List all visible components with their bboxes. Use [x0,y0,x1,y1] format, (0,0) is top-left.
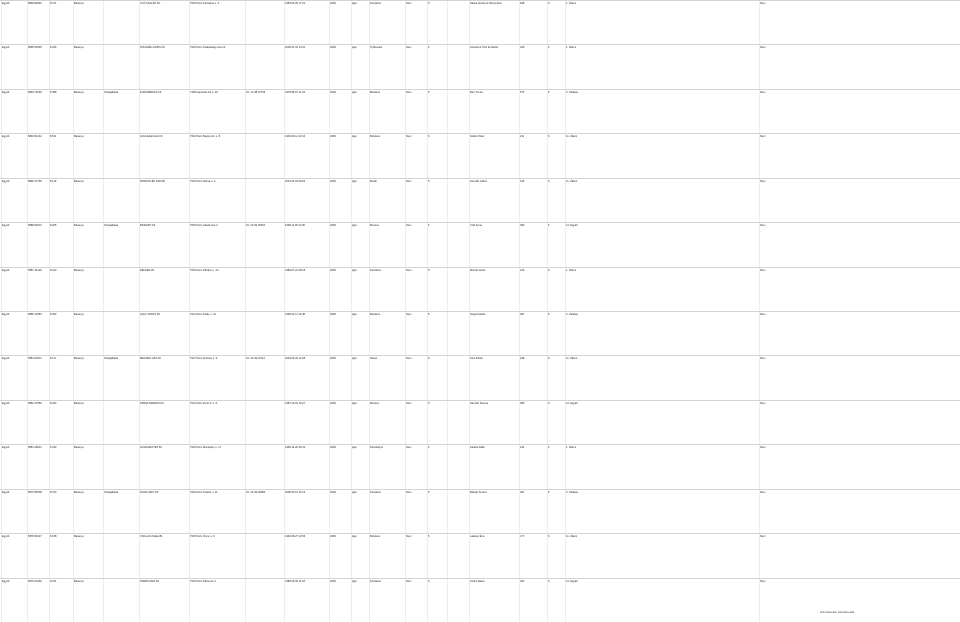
table-cell[interactable]: Horváth Gábor [470,179,488,183]
table-cell[interactable]: Varga Katalin [470,313,486,316]
table-cell[interactable]: 2006 [330,357,336,361]
table-cell[interactable]: Belváros [370,135,381,139]
table-cell[interactable]: 5888 90213 [28,224,42,228]
table-cell[interactable]: Igen [352,401,358,405]
table-cell[interactable]: Nem [760,535,766,539]
table-cell[interactable]: Nem [406,179,412,183]
table-cell[interactable]: 6 [548,2,550,5]
table-cell[interactable] [448,401,468,402]
table-cell[interactable]: Egyéb [2,490,10,494]
table-cell[interactable]: TERRA-KER Kft. [140,579,160,583]
table-cell[interactable]: Nem [760,135,766,139]
table-cell[interactable]: 7633 Pécs Páfrány u. 22. [190,268,220,272]
table-cell[interactable] [246,401,283,402]
table-cell[interactable]: 301 [520,490,525,494]
table-cell[interactable]: Nem [760,401,766,405]
table-cell[interactable]: Sz. 17-08-07795 [246,90,266,94]
table-cell[interactable]: 2006 [330,135,336,139]
table-cell[interactable]: 7630 Pécs Hősök tere 2. [190,224,219,228]
table-cell[interactable]: 7632 Pécs Kertváros u. 4. [190,2,220,5]
table-cell[interactable]: 7625 Pécs Vince u. 6. [190,535,216,539]
table-cell[interactable] [246,579,283,580]
table-cell[interactable]: Igen [352,490,358,494]
table-cell[interactable]: Kertváros [370,490,382,494]
table-cell[interactable]: 6 [548,446,550,450]
table-row[interactable] [0,400,960,444]
table-cell[interactable]: Szűcs Márta [470,579,485,583]
table-cell[interactable]: 5882 37850 [28,401,42,405]
table-cell[interactable]: 287 [520,313,525,316]
table-cell[interactable]: Sz. 02-09-07112 [246,357,265,361]
table-cell[interactable]: 12. Egyéb [566,579,578,583]
table-cell[interactable]: 570 [520,90,525,94]
table-cell[interactable]: 8.221 [50,579,57,583]
table-cell[interactable]: 2006 [330,579,336,583]
table-cell[interactable]: 2005.03.15 15:12 [285,490,306,494]
table-cell[interactable]: Egyéb [2,535,10,539]
table-cell[interactable]: Kertváros [370,268,382,272]
table-cell[interactable]: Baranya [74,135,84,139]
table-cell[interactable]: Baranya [74,401,84,405]
table-cell[interactable]: 8.333 [50,446,57,450]
table-row[interactable] [0,578,960,622]
table-cell[interactable]: Igen [352,46,358,50]
table-cell[interactable]: Nem [406,535,412,539]
table-cell[interactable]: 8.205 [50,224,57,228]
table-cell[interactable]: 1999.12.20 09:41 [285,446,306,450]
table-cell[interactable]: 6 [548,490,550,494]
table-cell[interactable]: Bíró Tímea [470,90,483,94]
table-cell[interactable]: Egyéb [2,446,10,450]
table-cell[interactable]: Igen [352,224,358,228]
table-cell[interactable]: 1. Állami [566,46,576,50]
table-cell[interactable] [448,579,468,580]
table-cell[interactable]: 6 [548,135,550,139]
table-cell[interactable]: Belváros [370,90,381,94]
table-cell[interactable]: 8.511 [50,135,57,139]
table-cell[interactable] [448,1,468,2]
table-cell[interactable]: Nem [760,2,766,5]
table-cell[interactable]: 2006 [330,490,336,494]
table-cell[interactable]: 5879 55608 [28,490,42,494]
table-cell[interactable]: 5 [428,90,430,94]
table-cell[interactable]: Nem [760,446,766,450]
table-cell[interactable]: 5878 81327 [28,535,42,539]
table-cell[interactable]: 6 [428,135,430,139]
table-cell[interactable]: 4. Oktatás [566,90,578,94]
table-cell[interactable]: Szolgáltatás [104,357,119,361]
table-row[interactable] [0,533,960,577]
table-cell[interactable]: 2006 [330,2,336,5]
table-cell[interactable]: 5 [428,313,430,316]
table-row[interactable] [0,267,960,311]
table-cell[interactable]: 11. Állami [566,535,578,539]
table-cell[interactable]: 4. Oktatás [566,490,578,494]
table-cell[interactable]: 8.264 [50,401,57,405]
table-cell[interactable]: 6 [428,579,430,583]
table-cell[interactable] [104,401,138,402]
table-cell[interactable]: Nem [406,268,412,272]
table-cell[interactable]: Baranya [74,46,84,50]
table-cell[interactable]: 2006 [330,268,336,272]
table-cell[interactable]: Nem [406,357,412,361]
table-cell[interactable]: 7621 Pécs Király u. 41. [190,313,217,316]
table-cell[interactable]: Nem [760,90,766,94]
table-cell[interactable]: 7634 Pécs Tüskés u. 11. [190,490,219,494]
table-cell[interactable]: Baranya [74,2,84,5]
table-cell[interactable]: 5884 62971 [28,357,42,361]
table-cell[interactable] [246,45,283,46]
table-cell[interactable] [104,179,138,180]
table-cell[interactable]: Sz. 02-09-06984 [246,490,266,494]
table-cell[interactable]: 5 [428,535,430,539]
table-cell[interactable]: 6 [428,446,430,450]
table-cell[interactable]: Egyéb [2,46,10,50]
table-cell[interactable]: 1. Állami [566,2,576,5]
table-cell[interactable]: 4. Oktatás [566,313,578,316]
table-cell[interactable] [246,445,283,446]
table-row[interactable] [0,355,960,399]
table-cell[interactable] [448,445,468,446]
table-cell[interactable]: 8.402 [50,313,57,316]
table-cell[interactable]: 2006 [330,46,336,50]
table-cell[interactable] [246,534,283,535]
table-cell[interactable]: Egyéb [2,179,10,183]
table-cell[interactable]: BIOKERT Kft. [140,224,156,228]
table-cell[interactable]: 12. Egyéb [566,224,578,228]
table-cell[interactable]: Lakatos Éva [470,535,485,539]
table-cell[interactable]: Nem [760,268,766,272]
table-cell[interactable]: 1978.08.07 11:23 [285,90,305,94]
table-cell[interactable]: Igen [352,357,358,361]
table-cell[interactable]: 8.470 [50,490,57,494]
table-cell[interactable]: 8.271 [50,2,57,5]
table-cell[interactable]: 5895 51835 [28,46,42,50]
table-cell[interactable]: 244 [520,446,525,450]
table-cell[interactable]: Nem [406,135,412,139]
table-cell[interactable]: Egyéb [2,135,10,139]
table-cell[interactable]: Nem [406,2,412,5]
table-cell[interactable]: Igen [352,2,358,5]
table-cell[interactable]: Németh Zsuzsa [470,401,489,405]
table-cell[interactable]: Nem [406,224,412,228]
table-cell[interactable]: 5896 82891 [28,2,42,5]
table-cell[interactable]: Igen [352,135,358,139]
table-cell[interactable]: DUNA-INFO Kft. [140,490,160,494]
table-cell[interactable]: Szolgáltatás [104,224,119,228]
table-cell[interactable]: Egyéb [2,313,10,316]
table-row[interactable] [0,444,960,488]
table-cell[interactable]: Kovácsné Tóth Erzsébet [470,46,499,50]
table-cell[interactable]: Farkas Ildikó [470,446,485,450]
table-cell[interactable]: 6 [548,535,550,539]
table-cell[interactable]: Nem [406,46,412,50]
table-cell[interactable]: Igen [352,179,358,183]
table-cell[interactable]: 7623 Pécs Szabadság utca 12. [190,46,226,50]
table-cell[interactable]: 12. Egyéb [566,401,578,405]
table-cell[interactable]: Egyéb [2,2,10,5]
table-cell[interactable]: 2006 [330,90,336,94]
table-row[interactable] [0,311,960,355]
table-cell[interactable]: Baranya [74,357,84,361]
table-cell[interactable] [448,534,468,535]
table-cell[interactable]: Baranya [74,579,84,583]
table-cell[interactable]: Kiss Zoltán [470,357,483,361]
table-cell[interactable]: 177 [520,535,525,539]
table-cell[interactable] [104,312,138,313]
table-cell[interactable]: 7624 Pécs Rózsa u. 3. [190,179,217,183]
table-cell[interactable] [448,268,468,269]
table-cell[interactable]: Igen [352,90,358,94]
table-cell[interactable]: Kertváros [370,579,382,583]
table-cell[interactable]: DÉLKER Zrt. [140,268,155,272]
table-cell[interactable]: 402 [520,579,525,583]
table-cell[interactable] [448,90,468,91]
table-cell[interactable]: 5 [428,179,430,183]
table-cell[interactable]: Pécsbánya [370,446,383,450]
table-cell[interactable]: CAT-CSALÁD Kft. [140,2,161,5]
table-cell[interactable]: Egyéb [2,401,10,405]
table-cell[interactable]: 1987.10.03 10:27 [285,401,306,405]
table-cell[interactable]: MECSEK-HÁZ Kft. [140,357,162,361]
table-cell[interactable]: Egyéb [2,579,10,583]
table-cell[interactable] [104,445,138,446]
table-cell[interactable]: Egyéb [2,268,10,272]
table-cell[interactable]: Egyéb [2,357,10,361]
table-cell[interactable]: 5876 03492 [28,579,42,583]
table-cell[interactable]: 8.458 [50,90,57,94]
table-cell[interactable]: Balogh Ferenc [470,490,487,494]
table-cell[interactable]: Igen [352,313,358,316]
table-cell[interactable]: 6 [548,179,550,183]
table-cell[interactable]: 5 [428,490,430,494]
table-cell[interactable]: Szolgáltatás [104,90,119,94]
table-row[interactable] [0,133,960,177]
table-cell[interactable]: GIGA Elektronik Kft. [140,135,164,139]
table-cell[interactable]: Baranya [74,268,84,272]
table-cell[interactable]: Igen [352,268,358,272]
table-cell[interactable]: 5 [428,2,430,5]
table-cell[interactable]: 2006.01.02 13:11 [285,46,305,50]
table-cell[interactable]: 1995.02.11 16:48 [285,313,305,316]
table-cell[interactable]: Szabó Péter [470,135,485,139]
table-cell[interactable]: 5 [428,268,430,272]
table-cell[interactable]: 329 [520,46,525,50]
table-cell[interactable]: Molnár István [470,268,486,272]
table-cell[interactable]: 628 [520,2,525,5]
table-cell[interactable]: Nem [760,313,766,316]
table-row[interactable] [0,489,960,533]
table-cell[interactable]: Kertváros [370,2,382,5]
table-cell[interactable]: Budai [370,179,377,183]
table-cell[interactable]: Igen [352,579,358,583]
table-cell[interactable]: Nem [406,401,412,405]
table-cell[interactable]: Baranya [74,535,84,539]
table-cell[interactable]: Nem [760,579,766,583]
table-cell[interactable] [104,45,138,46]
table-cell[interactable]: Nem [760,224,766,228]
table-cell[interactable]: 7400 Kaposvár Fő u. 15. [190,90,219,94]
table-cell[interactable] [104,1,138,2]
table-cell[interactable]: Szolgáltatás [104,490,119,494]
table-cell[interactable]: 11. Állami [566,357,578,361]
table-cell[interactable] [246,312,283,313]
table-cell[interactable] [448,312,468,313]
table-cell[interactable]: 5893 73290 [28,90,42,94]
table-cell[interactable] [104,579,138,580]
table-row[interactable] [0,44,960,88]
table-cell[interactable] [448,134,468,135]
table-cell[interactable]: 2006 [330,179,336,183]
table-cell[interactable] [448,45,468,46]
table-cell[interactable]: ZÖLDSÉG-FRISS Kft. [140,46,166,50]
table-cell[interactable]: 2001.04.18 09:02 [285,179,306,183]
table-cell[interactable]: Meszes [370,224,379,228]
table-cell[interactable]: EUROMEDIKA Kft. [140,90,162,94]
table-cell[interactable]: PANNON-ÉP 2000 Bt. [140,179,166,183]
table-cell[interactable] [448,356,468,357]
table-cell[interactable] [448,223,468,224]
table-cell[interactable]: 6 [548,46,550,50]
table-cell[interactable] [104,534,138,535]
table-cell[interactable]: 7627 Pécs Zsolnay u. 9. [190,357,218,361]
table-cell[interactable]: 6 [548,268,550,272]
table-cell[interactable]: 1986.05.09 11:18 [285,579,305,583]
table-cell[interactable] [448,490,468,491]
table-cell[interactable]: Baranya [74,446,84,450]
table-cell[interactable]: 356 [520,401,525,405]
table-cell[interactable]: 6 [548,579,550,583]
table-cell[interactable]: 6 [548,313,550,316]
table-cell[interactable]: Egyéb [2,224,10,228]
table-cell[interactable] [448,179,468,180]
table-cell[interactable]: 2006 [330,224,336,228]
table-cell[interactable] [246,179,283,180]
table-cell[interactable] [246,134,283,135]
table-cell[interactable] [246,268,283,269]
table-cell[interactable]: 1. Állami [566,268,576,272]
table-cell[interactable]: 6 [428,224,430,228]
table-cell[interactable]: Nem [406,313,412,316]
table-cell[interactable]: 8.326 [50,46,57,50]
table-cell[interactable]: 5887 44126 [28,268,42,272]
table-cell[interactable]: 11. Állami [566,135,578,139]
table-cell[interactable]: Új Mecsek [370,46,383,50]
table-cell[interactable]: Igen [352,446,358,450]
table-cell[interactable]: 1993.09.14 10:44 [285,135,306,139]
table-cell[interactable]: Baranya [74,90,84,94]
table-row[interactable] [0,178,960,222]
table-cell[interactable]: Nem [760,46,766,50]
table-cell[interactable]: Tóth Anna [470,224,482,228]
table-cell[interactable]: 2006 [330,401,336,405]
table-cell[interactable]: 5881 29014 [28,446,42,450]
table-cell[interactable]: 11. Állami [566,179,578,183]
table-cell[interactable]: 8.310 [50,268,57,272]
table-cell[interactable]: 1989.07.22 08:15 [285,268,306,272]
table-cell[interactable]: 7626 Pécs Munkácsy u. 17. [190,446,222,450]
table-row[interactable] [0,222,960,266]
table-cell[interactable]: Nem [406,90,412,94]
table-cell[interactable]: 146 [520,179,525,183]
table-cell[interactable]: 8.158 [50,535,57,539]
table-cell[interactable]: 2006 [330,535,336,539]
table-cell[interactable]: 6 [548,357,550,361]
table-cell[interactable]: 6 [428,46,430,50]
table-cell[interactable]: Nem [406,446,412,450]
table-cell[interactable]: CSILLAG Patika Bt. [140,535,163,539]
footer-note: Kézi összesítés, ellenőrzés alatt [820,611,855,614]
table-cell[interactable]: Nem [406,490,412,494]
table-cell[interactable]: Nikola Árpád és Rózsa Éva [470,2,502,5]
table-cell[interactable]: 6 [548,401,550,405]
table-cell[interactable]: 1983.03.26 17:01 [285,2,306,5]
table-cell[interactable]: 198 [520,357,525,361]
table-cell[interactable]: 7622 Pécs Bajcsy-Zs. u. 8. [190,135,221,139]
table-cell[interactable]: Egyéb [2,90,10,94]
table-cell[interactable]: HUNGAROTEX Bt. [140,446,163,450]
table-cell[interactable]: Baranya [74,490,84,494]
table-cell[interactable]: 412 [520,268,525,272]
table-row[interactable] [0,0,960,44]
table-cell[interactable]: 2006 [330,446,336,450]
table-cell[interactable]: 2006 [330,313,336,316]
table-cell[interactable]: 6 [548,224,550,228]
table-cell[interactable]: 2003.06.30 12:05 [285,357,306,361]
table-cell[interactable]: 1992.08.27 13:56 [285,535,306,539]
table-cell[interactable]: Belváros [370,313,381,316]
table-cell[interactable]: Igen [352,535,358,539]
table-cell[interactable]: 390 [520,224,525,228]
table-cell[interactable]: 8.117 [50,357,57,361]
table-cell[interactable]: Nem [760,490,766,494]
table-cell[interactable]: Sz. 02-09-06601 [246,224,266,228]
table-cell[interactable] [246,1,283,2]
table-cell[interactable]: 8.119 [50,179,57,183]
table-cell[interactable]: 6 [428,357,430,361]
table-cell[interactable]: 6 [548,90,550,94]
table-cell[interactable]: 1998.11.05 14:30 [285,224,305,228]
table-cell[interactable]: 211 [520,135,525,139]
table-cell[interactable]: 5892 81412 [28,135,42,139]
table-cell[interactable] [104,134,138,135]
table-cell[interactable] [104,268,138,269]
table-cell[interactable]: Vasas [370,357,378,361]
table-cell[interactable]: 5 [428,401,430,405]
table-cell[interactable]: Baranya [74,179,84,183]
table-cell[interactable]: PRIMA SZERVIZ Kft. [140,401,165,405]
table-cell[interactable]: Nem [406,579,412,583]
table-cell[interactable]: Nem [760,357,766,361]
table-cell[interactable]: Nem [760,179,766,183]
table-cell[interactable]: Baranya [74,313,84,316]
table-cell[interactable]: 5890 21755 [28,179,42,183]
table-cell[interactable]: ALFA-TRANS Kft. [140,313,161,316]
table-cell[interactable]: 1. Állami [566,446,576,450]
table-cell[interactable]: Belváros [370,535,381,539]
table-cell[interactable]: Baranya [74,224,84,228]
table-cell[interactable]: 7631 Pécs Fürst S. u. 5. [190,401,218,405]
table-row[interactable] [0,89,960,133]
table-cell[interactable]: 7632 Pécs Diana tér 4. [190,579,217,583]
table-cell[interactable]: 5885 10384 [28,313,42,316]
table-cell[interactable]: Meszes [370,401,379,405]
